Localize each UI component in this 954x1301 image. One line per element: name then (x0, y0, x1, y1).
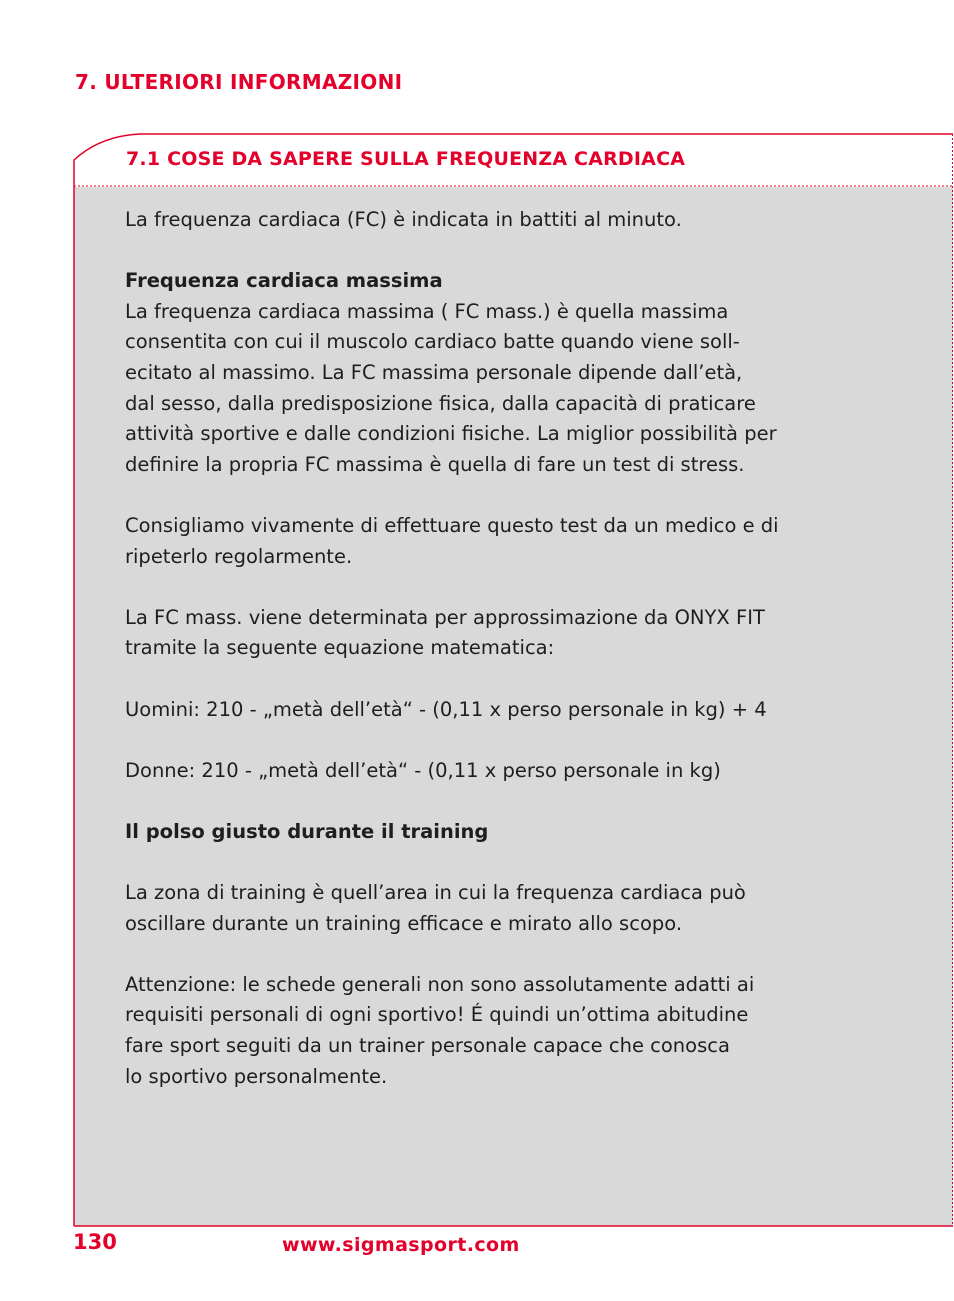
training-zone-paragraph: La zona di training è quell’area in cui la frequenza cardiaca può oscillare durante un training efficace e mirato allo scopo. (125, 881, 746, 935)
body-text (125, 205, 845, 1092)
estimation-paragraph: La FC mass. viene determinata per approssimazione da ONYX FIT tramite la seguente equazione matematica: (125, 605, 765, 660)
max-hr-heading: Frequenza cardiaca massima (125, 269, 443, 293)
formula-women: Donne: 210 - „metà dell’età“ - (0,11 x perso personale in kg) (125, 758, 721, 782)
max-hr-paragraph: La frequenza cardiaca massima ( FC mass.) è quella massima consentita con cui il muscolo cardiaco batte quando viene soll- ecitato al massimo. La FC massima personale dipende dall’età, dal sesso, dalla predisposizione fisica, dalla capacità di praticare attività sportive e dalle condizioni fisiche. La miglior possibilità per definire la propria FC massima è quella di fare un test di stress. (125, 299, 777, 476)
formula-men: Uomini: 210 - „metà dell’età“ - (0,11 x perso personale in kg) + 4 (125, 697, 767, 721)
warning-paragraph: Attenzione: le schede generali non sono assolutamente adatti ai requisiti personali di ogni sportivo! É quindi un’ottima abitudine fare sport seguiti da un trainer personale capace che conosca lo sportivo personalmente. (125, 972, 755, 1088)
recommendation-paragraph: Consigliamo vivamente di effettuare questo test da un medico e di ripeterlo regolarmente. (125, 513, 779, 568)
chapter-title: 7. ULTERIORI INFORMAZIONI (75, 70, 403, 94)
section-title: 7.1 COSE DA SAPERE SULLA FREQUENZA CARDIACA (126, 148, 686, 170)
intro-paragraph: La frequenza cardiaca (FC) è indicata in battiti al minuto. (125, 208, 682, 231)
training-heading: Il polso giusto durante il training (125, 819, 489, 843)
page-number: 130 (73, 1230, 117, 1254)
website-link[interactable]: www.sigmasport.com (282, 1234, 520, 1256)
